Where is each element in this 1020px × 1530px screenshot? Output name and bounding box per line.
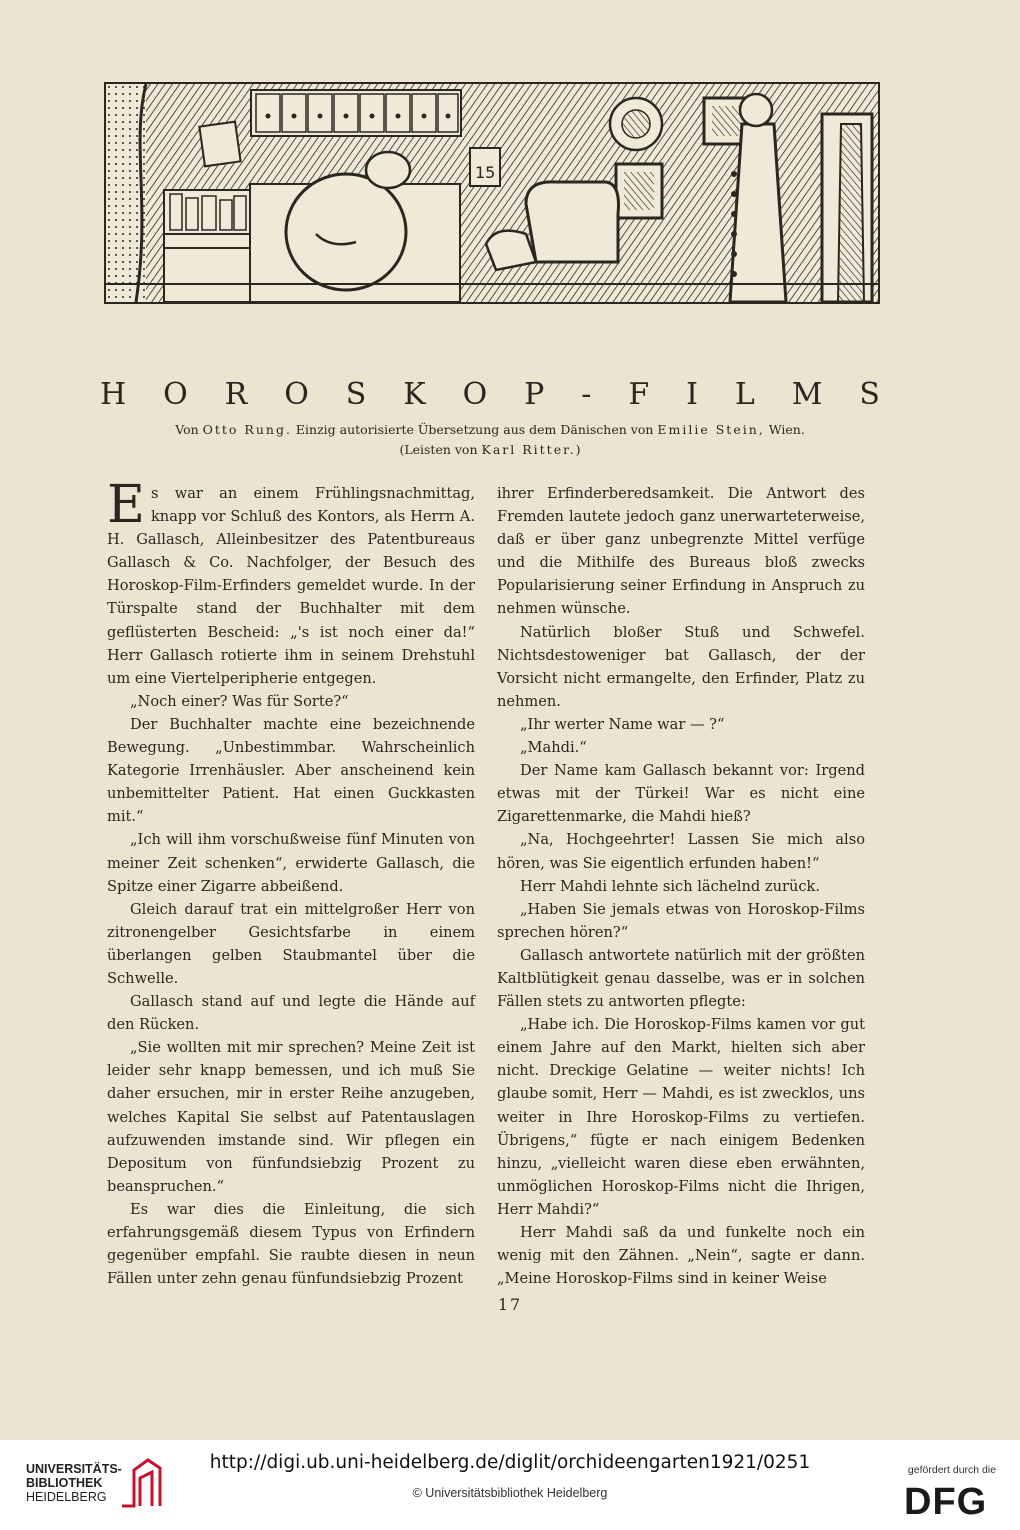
paragraph: „Noch einer? Was für Sorte?“ [130, 692, 349, 710]
paragraph: Gleich darauf trat ein mittelgroßer Herr von zitronengelber Gesichtsfarbe in einem überlangen gelben Staubmantel über die Schwelle. [107, 900, 475, 987]
paragraph: Der Buchhalter machte eine bezeichnende Bewegung. „Unbestimmbar. Wahrscheinlich Kategorie Irrenhäusler. Aber anscheinend kein unbemittelter Patient. Hat einen Guckkasten mit.“ [107, 715, 475, 826]
byline-close: ) [575, 442, 581, 457]
title-letter: F [628, 376, 650, 412]
title-letter: P [524, 376, 545, 412]
right-text-column [497, 482, 865, 1290]
library-line-3: HEIDELBERG [26, 1490, 107, 1504]
calendar-number: 15 [475, 163, 496, 182]
paragraph: Gallasch stand auf und legte die Hände auf den Rücken. [107, 993, 475, 1034]
copyright-notice: © Universitätsbibliothek Heidelberg [412, 1486, 608, 1500]
title-letter: O [284, 376, 309, 412]
page-number: 17 [497, 1295, 523, 1314]
byline-city: Wien. [768, 422, 805, 437]
paragraph: „Sie wollten mit mir sprechen? Meine Zeit ist leider sehr knapp bemessen, und ich muß Sie daher ersuchen, mir in erster Reihe anzugeben, welches Kapital Sie selbst auf Patentauslagen aufzuwenden imstande sind. Wir pflegen ein Depositum von fünfundsiebzig Prozent zu beanspruchen.“ [107, 1039, 475, 1195]
byline-artist: Karl Ritter. [481, 442, 576, 457]
byline-prefix: Von [175, 422, 199, 437]
byline-author: Otto Rung. [202, 422, 292, 437]
drop-cap: E [107, 475, 145, 535]
title-letter: H [100, 376, 127, 412]
paragraph: Der Name kam Gallasch bekannt vor: Irgend etwas mit der Türkei! War es nicht eine Zigarettenmarke, die Mahdi hieß? [497, 762, 865, 826]
library-line-2: BIBLIOTHEK [26, 1476, 103, 1490]
library-name [26, 1462, 122, 1504]
title-letter: M [791, 376, 823, 412]
office-scene-drawing [106, 84, 878, 302]
paragraph: Herr Mahdi lehnte sich lächelnd zurück. [520, 877, 820, 895]
paragraph: Herr Mahdi saß da und funkelte noch ein wenig mit den Zähnen. „Nein“, sagte er dann. „Meine Horoskop-Films sind in keiner Weise [497, 1224, 865, 1288]
library-logo[interactable] [26, 1462, 176, 1518]
paragraph: „Habe ich. Die Horoskop-Films kamen vor gut einem Jahre auf den Markt, hielten sich aber nicht. Dreckige Gelatine — weiter nichts! Ich glaube somit, Herr — Mahdi, es ist zwecklos, uns weiter in Ihre Horoskop-Films zu vertiefen. Übrigens,“ fügte er nach einigem Bedenken hinzu, „vielleicht waren diese eben erwähnten, unmöglichen Horoskop-Films nicht die Ihrigen, Herr Mahdi?“ [497, 1016, 865, 1218]
paragraph: Gallasch antwortete natürlich mit der größten Kaltblütigkeit genau dasselbe, was er in solchen Fällen stets zu antworten pflegte: [497, 946, 865, 1011]
title-letter: O [462, 376, 488, 412]
title-letter: O [163, 376, 188, 412]
title-letter: S [345, 376, 367, 412]
paragraph: „Haben Sie jemals etwas von Horoskop-Films sprechen hören?“ [497, 900, 865, 941]
paragraph: Natürlich bloßer Stuß und Schwefel. Nichtsdestoweniger bat Gallasch, der der Vorsicht nicht ermangelte, den Erfinder, Platz zu nehmen. [497, 623, 865, 710]
dfg-logo[interactable]: DFG [904, 1481, 988, 1523]
paragraph: „Na, Hochgeehrter! Lassen Sie mich also hören, was Sie eigentlich erfunden haben!“ [497, 831, 865, 872]
digitization-footer [0, 1440, 1020, 1530]
paragraph-text: s war an einem Frühlingsnachmittag, knapp vor Schluß des Kontors, als Herrn A. H. Gallasch, Alleinbesitzer des Patentbureaus Gallasch & Co. Nachfolger, der Besuch des Horoskop-Film-Erfinders gemeldet wurde. In der Türspalte stand der Buchhalter mit dem geflüsterten Bescheid: „'s ist noch einer da!“ Herr Gallasch rotierte ihm in seinem Drehstuhl um eine Viertelperipherie entgegen. [107, 485, 475, 687]
byline-illustration-prefix: (Leisten von [399, 442, 478, 457]
byline-translator: Emilie Stein, [657, 422, 765, 437]
left-text-column [107, 475, 475, 1290]
library-emblem-icon [120, 1456, 166, 1512]
continued-paragraph: ihrer Erfinderberedsamkeit. Die Antwort des Fremden lautete jedoch ganz unerwarteterweise, daß er über ganz unbegrenzte Mittel verfüge und die Mithilfe des Bureaus bloß zwecks Popularisierung seiner Erfindung in Anspruch zu nehmen wünsche. [497, 485, 865, 618]
byline-translation-note: Einzig autorisierte Übersetzung aus dem Dänischen von [295, 422, 654, 437]
paragraph: Es war dies die Einleitung, die sich erfahrungsgemäß diesem Typus von Erfindern gegenüber empfahl. Sie raubte diesen in neun Fällen unter zehn genau fünfundsiebzig Prozent [107, 1200, 475, 1288]
title-letter: L [734, 376, 755, 412]
funding-label: gefördert durch die [907, 1464, 997, 1476]
byline-line-1 [100, 420, 880, 440]
paragraph: „Ihr werter Name war — ?“ [520, 715, 725, 733]
byline-line-2 [100, 440, 880, 460]
opening-paragraph [107, 475, 475, 690]
title-letter: S [859, 376, 880, 412]
title-letter: - [581, 376, 592, 412]
paragraph: „Ich will ihm vorschußweise fünf Minuten von meiner Zeit schenken“, erwiderte Gallasch, die Spitze einer Zigarre abbeißend. [107, 831, 475, 895]
title-letter: I [686, 376, 698, 412]
article-title [100, 374, 880, 414]
byline [100, 420, 880, 460]
source-url-link[interactable]: http://digi.ub.uni-heidelberg.de/diglit/orchideengarten1921/0251 [209, 1452, 811, 1473]
woodcut-illustration [104, 82, 880, 304]
title-letter: K [403, 376, 426, 412]
paragraph: „Mahdi.“ [520, 739, 587, 757]
title-letter: R [224, 376, 248, 412]
library-line-1: UNIVERSITÄTS- [26, 1462, 122, 1476]
